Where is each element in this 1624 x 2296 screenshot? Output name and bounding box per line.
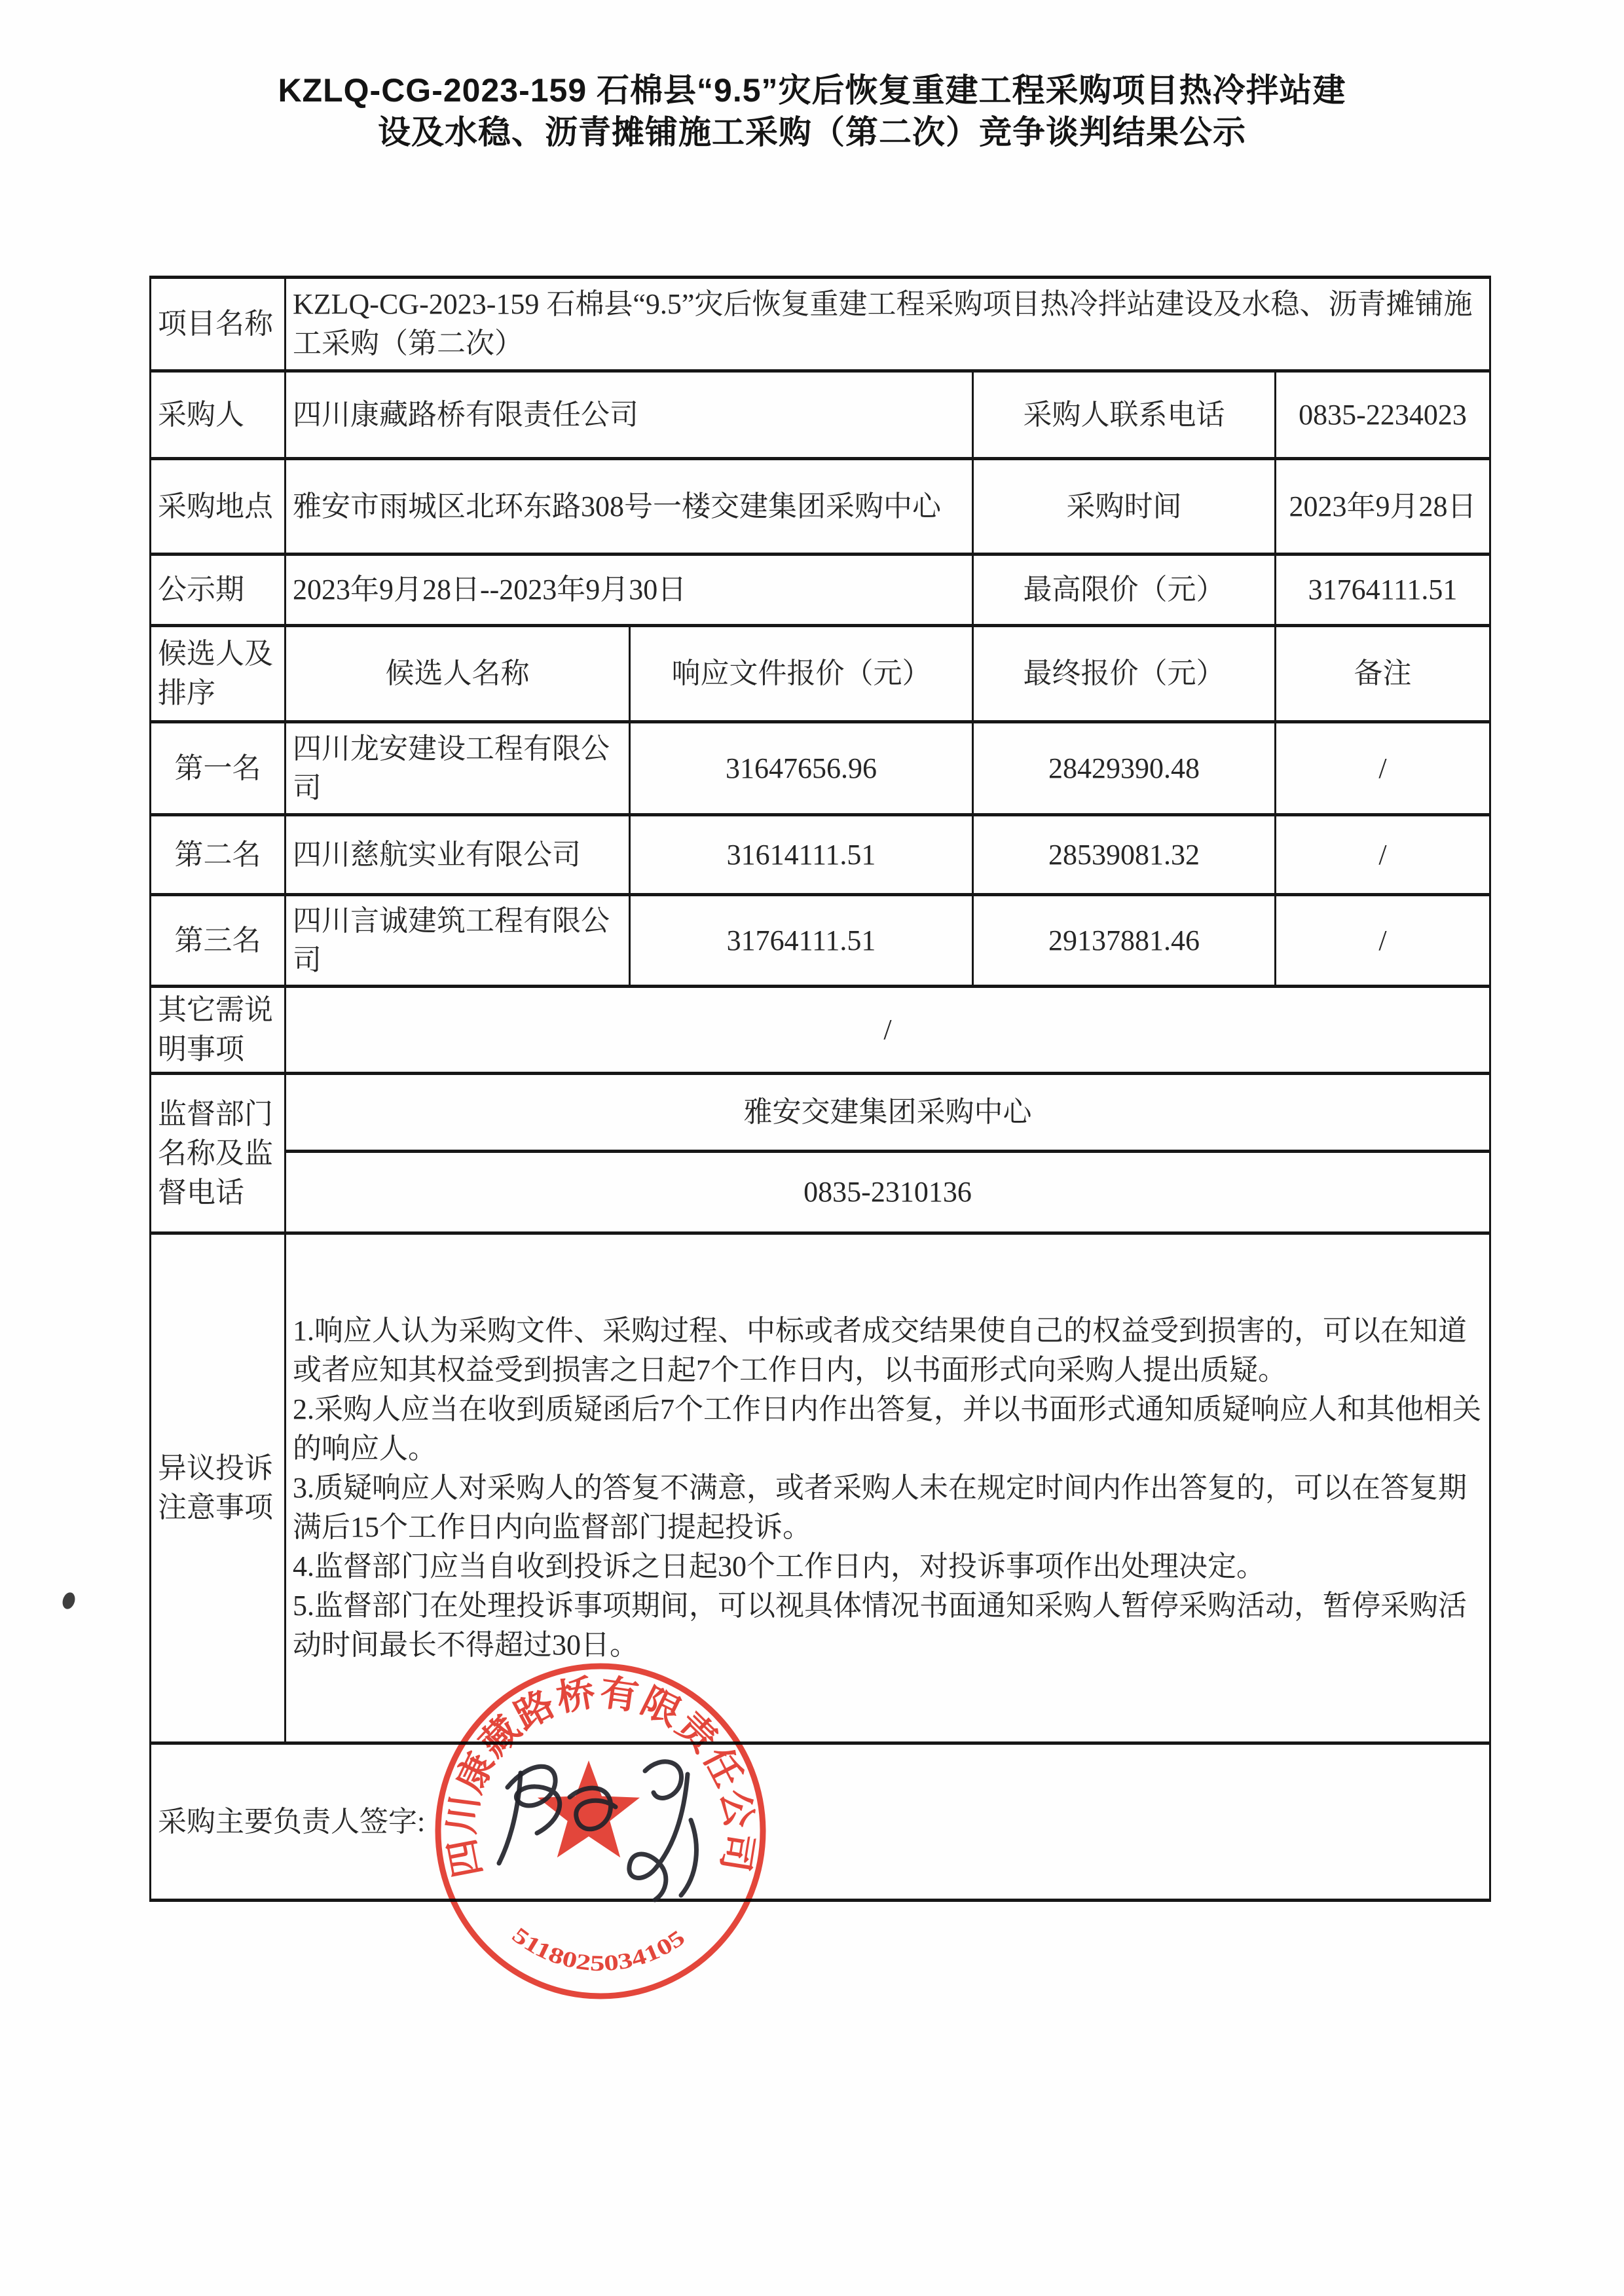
signature-stroke [629, 1774, 688, 1900]
seal-company-name: 四川康藏路桥有限责任公司 [441, 1672, 760, 1881]
candidate-2-note: / [1276, 815, 1490, 895]
candidates-header-label: 候选人及排序 [151, 626, 286, 722]
signature-label: 采购主要负责人签字: [158, 1805, 426, 1838]
signature-cell [151, 1743, 1490, 1901]
purchaser-value: 四川康藏路桥有限责任公司 [286, 371, 973, 459]
candidate-2-final-price: 28539081.32 [973, 815, 1276, 895]
location-value: 雅安市雨城区北环东路308号一楼交建集团采购中心 [286, 459, 973, 555]
candidate-3-note: / [1276, 895, 1490, 987]
purchaser-label: 采购人 [151, 371, 286, 459]
row-location [151, 459, 1490, 555]
purchaser-phone-value: 0835-2234023 [1276, 371, 1490, 459]
candidate-3-doc-price: 31764111.51 [630, 895, 973, 987]
row-publicity-period [151, 555, 1490, 626]
objection-item-2: 2.采购人应当在收到质疑函后7个工作日内作出答复，并以书面形式通知质疑响应人和其他相关的响应人。 [293, 1393, 1481, 1465]
objection-label: 异议投诉注意事项 [151, 1233, 286, 1743]
ink-speck-artifact [60, 1591, 77, 1611]
signature-stroke [570, 1788, 616, 1829]
project-name-label: 项目名称 [151, 278, 286, 371]
candidate-row-2 [151, 815, 1490, 895]
title-line-2: 设及水稳、沥青摊铺施工采购（第二次）竞争谈判结果公示 [378, 114, 1246, 151]
objection-item-3: 3.质疑响应人对采购人的答复不满意，或者采购人未在规定时间内作出答复的，可以在答复期满后15个工作日内向监督部门提起投诉。 [293, 1472, 1467, 1543]
candidate-1-doc-price: 31647656.96 [630, 722, 973, 815]
col-header-doc-price: 响应文件报价（元） [630, 626, 973, 722]
time-label: 采购时间 [973, 459, 1276, 555]
objection-item-4: 4.监督部门应当自收到投诉之日起30个工作日内，对投诉事项作出处理决定。 [293, 1550, 1265, 1582]
seal-registration-number: 5118025034105 [507, 1923, 687, 1977]
publicity-label: 公示期 [151, 555, 286, 626]
row-other-notes [151, 987, 1490, 1074]
project-name-value: KZLQ-CG-2023-159 石棉县“9.5”灾后恢复重建工程采购项目热冷拌站建设及水稳、沥青摊铺施工采购（第二次） [286, 278, 1490, 371]
row-purchaser [151, 371, 1490, 459]
candidate-3-rank: 第三名 [151, 895, 286, 987]
location-label: 采购地点 [151, 459, 286, 555]
row-objection-notice [151, 1233, 1490, 1743]
signature-stroke [645, 1762, 681, 1798]
candidate-2-name: 四川慈航实业有限公司 [286, 815, 630, 895]
row-supervision-dept [151, 1074, 1490, 1152]
price-limit-label: 最高限价（元） [973, 555, 1276, 626]
col-header-note: 备注 [1276, 626, 1490, 722]
col-header-candidate-name: 候选人名称 [286, 626, 630, 722]
time-value: 2023年9月28日 [1276, 459, 1490, 555]
row-project-name [151, 278, 1490, 371]
candidate-1-note: / [1276, 722, 1490, 815]
candidate-1-name: 四川龙安建设工程有限公司 [286, 722, 630, 815]
supervision-dept-value: 雅安交建集团采购中心 [286, 1074, 1490, 1152]
candidate-row-3 [151, 895, 1490, 987]
row-supervision-phone [151, 1152, 1490, 1233]
title-line-1: KZLQ-CG-2023-159 石棉县“9.5”灾后恢复重建工程采购项目热冷拌站建 [278, 72, 1346, 109]
candidate-2-rank: 第二名 [151, 815, 286, 895]
publicity-value: 2023年9月28日--2023年9月30日 [286, 555, 973, 626]
other-notes-label: 其它需说明事项 [151, 987, 286, 1074]
objection-item-5: 5.监督部门在处理投诉事项期间，可以视具体情况书面通知采购人暂停采购活动，暂停采购活动时间最长不得超过30日。 [293, 1590, 1467, 1661]
svg-text:5118025034105 [507, 1923, 690, 1976]
row-signature [151, 1743, 1490, 1901]
price-limit-value: 31764111.51 [1276, 555, 1490, 626]
col-header-final-price: 最终报价（元） [973, 626, 1276, 722]
supervision-label: 监督部门名称及监督电话 [151, 1074, 286, 1233]
candidate-1-final-price: 28429390.48 [973, 722, 1276, 815]
other-notes-value: / [286, 987, 1490, 1074]
signature-stroke [681, 1820, 696, 1895]
candidate-row-1 [151, 722, 1490, 815]
signature-handwriting [458, 1735, 733, 1918]
row-candidates-header [151, 626, 1490, 722]
candidate-3-name: 四川言诚建筑工程有限公司 [286, 895, 630, 987]
candidate-2-doc-price: 31614111.51 [630, 815, 973, 895]
candidate-3-final-price: 29137881.46 [973, 895, 1276, 987]
result-table [149, 276, 1491, 1902]
candidate-1-rank: 第一名 [151, 722, 286, 815]
document-title [92, 69, 1532, 153]
objection-item-1: 1.响应人认为采购文件、采购过程、中标或者成交结果使自己的权益受到损害的，可以在知道或者应知其权益受到损害之日起7个工作日内，以书面形式向采购人提出质疑。 [293, 1315, 1467, 1386]
purchaser-phone-label: 采购人联系电话 [973, 371, 1276, 459]
supervision-phone-value: 0835-2310136 [286, 1152, 1490, 1233]
